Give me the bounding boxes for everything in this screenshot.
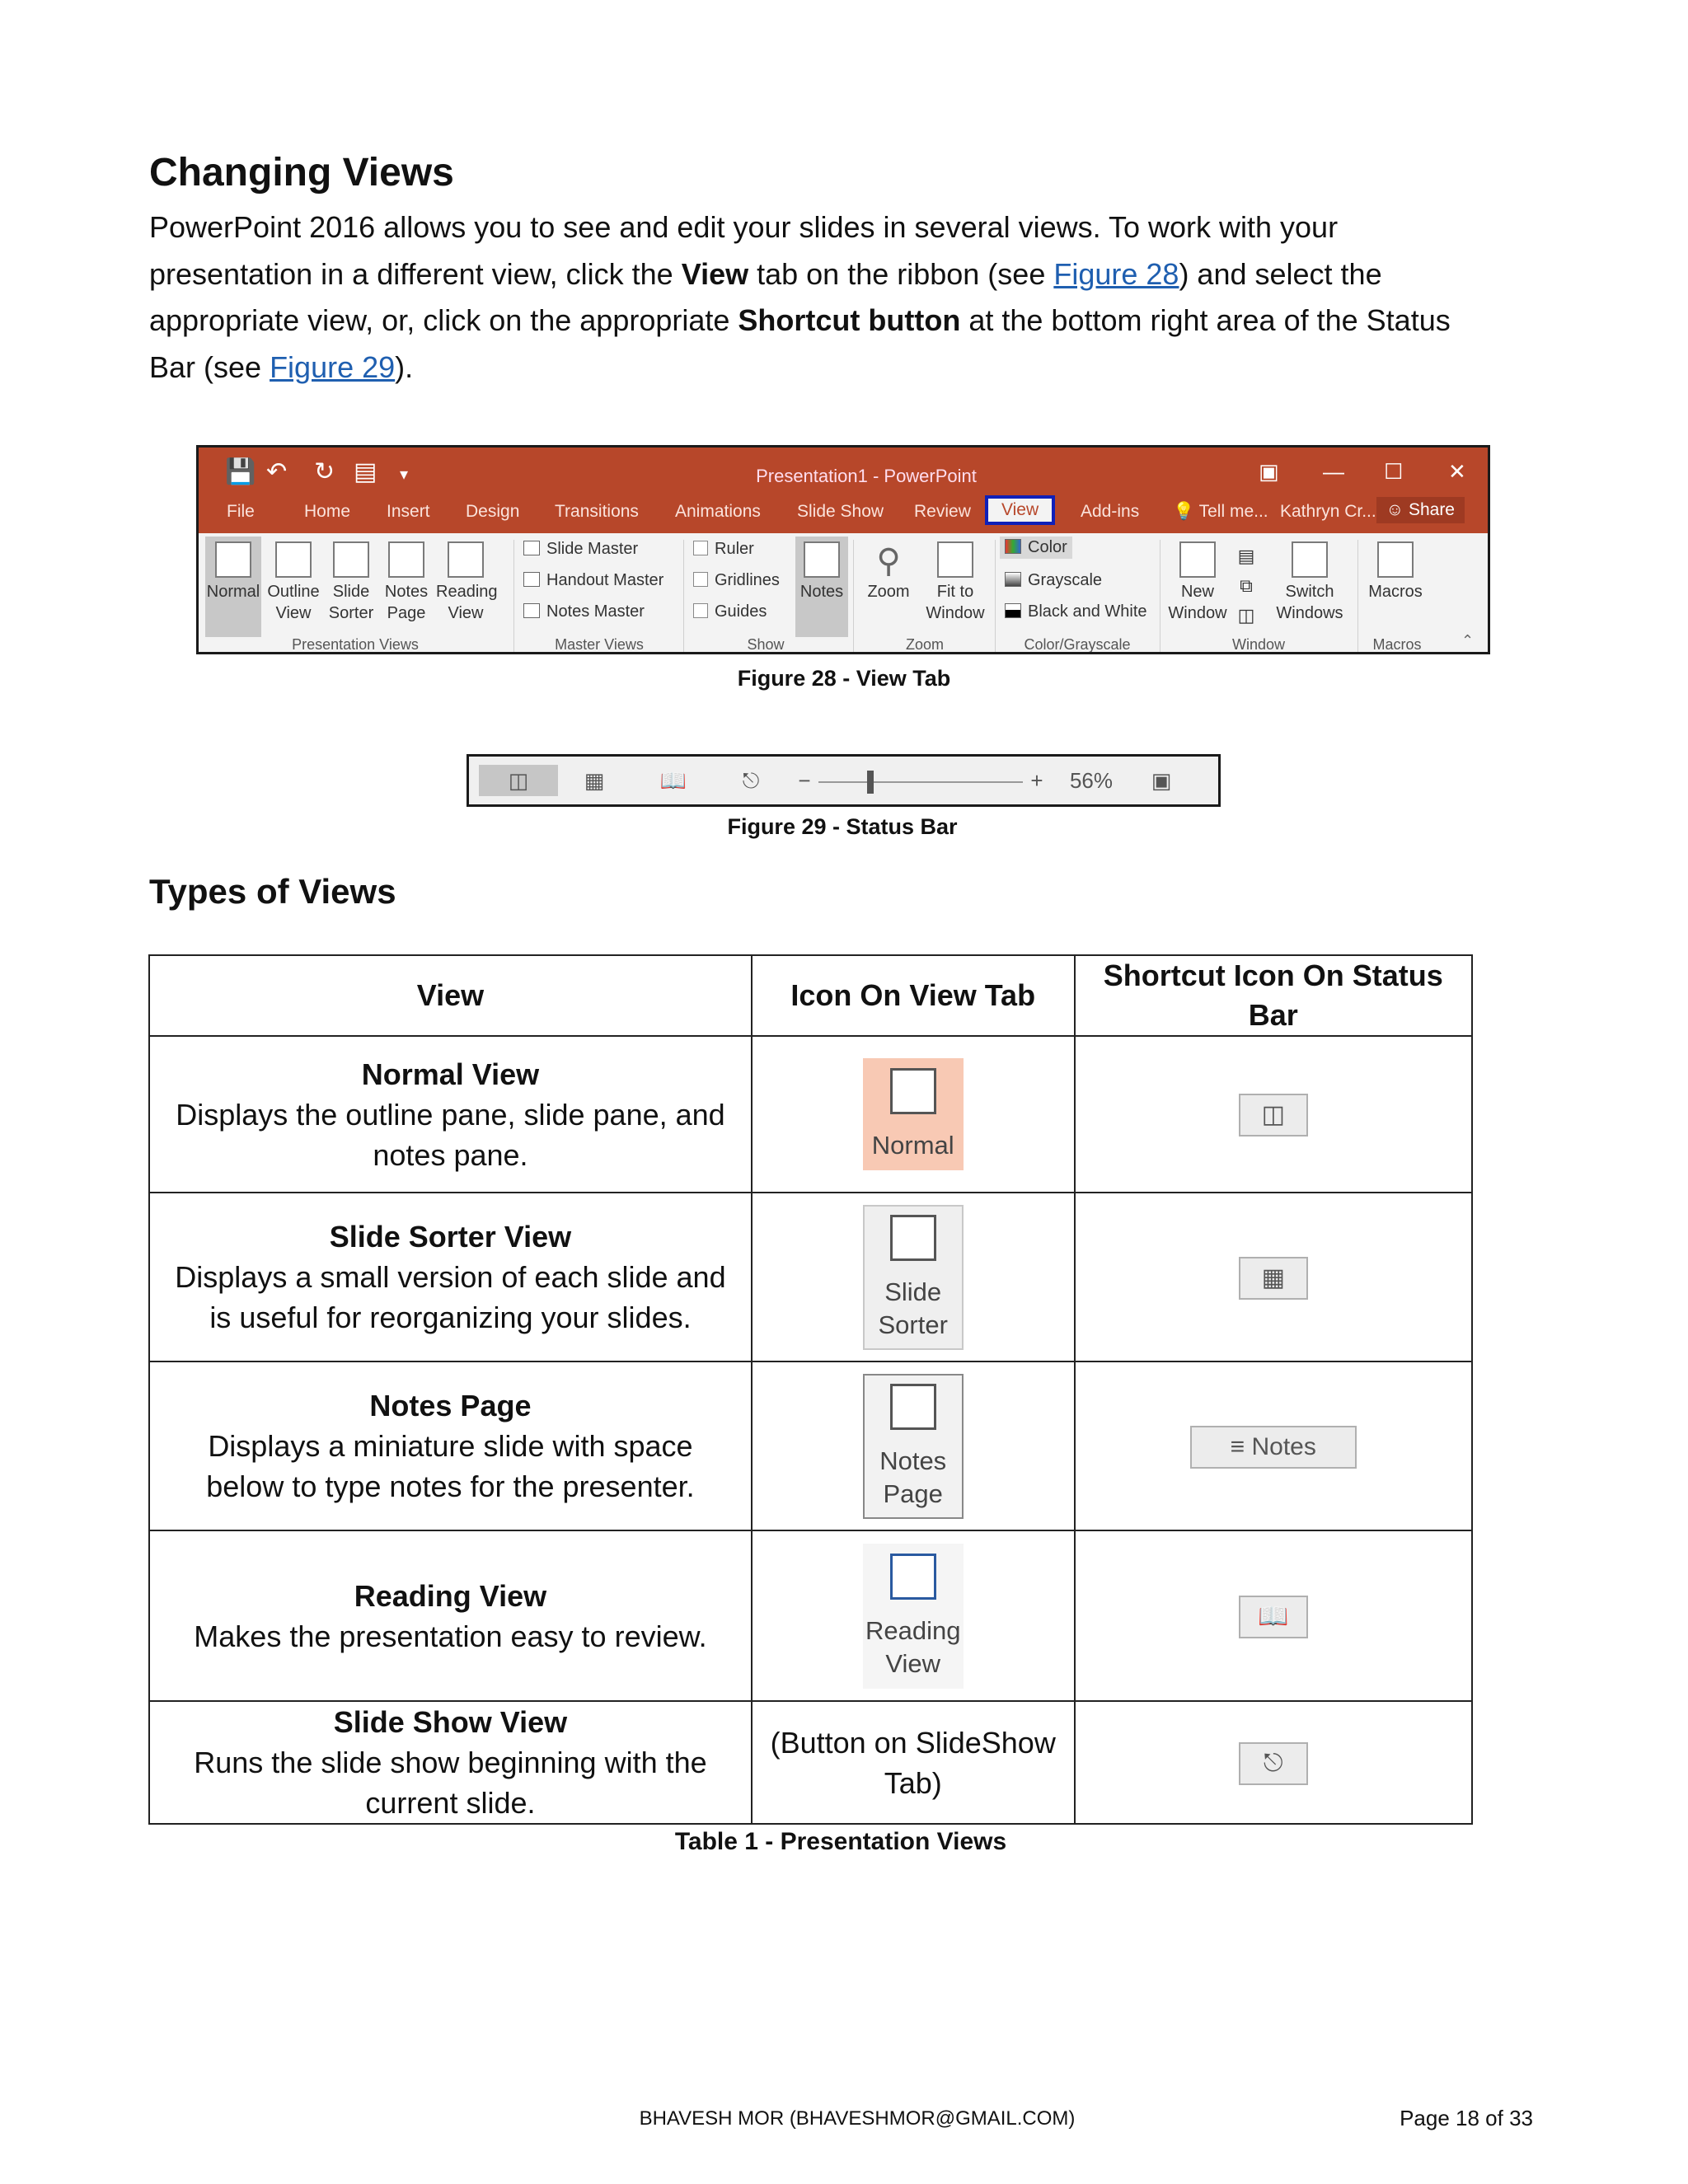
slide-sorter-shortcut-icon[interactable]: ▦: [584, 768, 605, 793]
ribbon-body: [199, 533, 1488, 654]
reading-view-icon: [890, 1554, 936, 1600]
view-description: Displays the outline pane, slide pane, and notes pane.: [176, 1097, 725, 1172]
new-window-icon: [1179, 541, 1216, 578]
tell-me-box[interactable]: 💡 Tell me...: [1173, 502, 1268, 521]
move-split-icon: ◫: [1237, 605, 1255, 626]
figure-29-caption: Figure 29 - Status Bar: [727, 814, 958, 839]
outline-view-label: Outline View: [267, 583, 320, 622]
tab-slide-show[interactable]: Slide Show: [797, 502, 884, 521]
guides-checkbox[interactable]: [693, 602, 767, 621]
shortcut-cell: [1075, 1701, 1473, 1824]
icon-label: Normal: [871, 1131, 954, 1160]
shortcut-cell: [1075, 1361, 1473, 1530]
text: PowerPoint 2016 allows you to see and edit your slides in several views. To work with your presentation in a different view, click the: [149, 210, 1339, 291]
divider: [1357, 540, 1358, 652]
close-icon[interactable]: ✕: [1448, 459, 1466, 484]
reading-view-tab-icon[interactable]: [863, 1544, 964, 1689]
view-name: Notes Page: [369, 1389, 532, 1422]
text: at the bottom right area of the Status Bar (see: [149, 303, 1451, 384]
switch-windows-icon: [1292, 541, 1328, 578]
table-row: [149, 1036, 1472, 1193]
notes-page-icon: [890, 1384, 936, 1430]
black-and-white-icon: [1005, 603, 1021, 618]
ribbon-display-icon[interactable]: ▣: [1259, 459, 1279, 484]
slide-show-shortcut-button[interactable]: ⎋: [1239, 1742, 1308, 1785]
table-row: [149, 1193, 1472, 1361]
macros-icon: [1377, 541, 1414, 578]
collapse-ribbon-icon[interactable]: ⌃: [1461, 632, 1475, 649]
table-row: [149, 1361, 1472, 1530]
group-label-presentation-views: Presentation Views: [292, 636, 419, 653]
reading-view-shortcut-button[interactable]: 📖: [1239, 1596, 1308, 1638]
shortcut-cell: [1075, 1193, 1473, 1361]
tab-transitions[interactable]: Transitions: [555, 502, 639, 521]
tab-review[interactable]: Review: [914, 502, 971, 521]
view-cell: [149, 1530, 752, 1701]
view-name: Slide Show View: [333, 1705, 568, 1739]
checkbox: [693, 541, 708, 555]
view-description: Displays a miniature slide with space below to type notes for the presenter.: [206, 1429, 695, 1503]
tab-design[interactable]: Design: [466, 502, 520, 521]
column-header-icon-on-view-tab: Icon On View Tab: [752, 955, 1075, 1036]
reading-view-icon: [448, 541, 484, 578]
switch-windows-button[interactable]: [1267, 541, 1353, 624]
reading-view-button[interactable]: [436, 541, 498, 624]
normal-view-icon: [890, 1068, 936, 1114]
slide-master-label: Slide Master: [546, 540, 639, 558]
view-cell: [149, 1701, 752, 1824]
slide-sorter-icon: [890, 1215, 936, 1261]
column-header-view: View: [149, 955, 752, 1036]
types-of-views-heading: Types of Views: [149, 872, 396, 911]
slide-sorter-icon: [333, 541, 369, 578]
normal-view-icon: [215, 541, 251, 578]
footer-page-number: Page 18 of 33: [1400, 2106, 1533, 2130]
icon-label: Sorter: [878, 1310, 948, 1339]
new-window-button[interactable]: [1165, 541, 1231, 624]
handout-master-label: Handout Master: [546, 571, 664, 589]
icon-label: Page: [883, 1479, 943, 1508]
zoom-slider-thumb[interactable]: [867, 771, 874, 794]
intro-paragraph: [149, 204, 1501, 391]
view-description: Runs the slide show beginning with the current slide.: [194, 1746, 707, 1820]
normal-view-tab-icon[interactable]: [863, 1058, 964, 1170]
view-cell: [149, 1361, 752, 1530]
color-label: Color: [1028, 538, 1067, 556]
tab-insert[interactable]: Insert: [387, 502, 430, 521]
tab-file[interactable]: File: [227, 502, 255, 521]
group-label-zoom: Zoom: [905, 636, 944, 653]
slide-show-icon-note: (Button on SlideShow Tab): [770, 1725, 1056, 1800]
normal-view-shortcut-icon[interactable]: ◫: [479, 765, 558, 796]
slide-sorter-shortcut-button[interactable]: ▦: [1239, 1257, 1308, 1300]
status-bar-screenshot: [467, 754, 1221, 807]
column-header-shortcut-icon: Shortcut Icon On Status Bar: [1075, 955, 1473, 1036]
page-title: Changing Views: [149, 151, 454, 194]
slide-master-icon: [523, 541, 540, 555]
reading-view-shortcut-icon[interactable]: 📖: [659, 768, 687, 793]
icon-label: View: [885, 1648, 941, 1678]
new-window-label: New Window: [1168, 583, 1227, 622]
group-label-master-views: Master Views: [555, 636, 644, 653]
grayscale-label: Grayscale: [1028, 571, 1103, 589]
footer-author: BHAVESH MOR (BHAVESHMOR@GMAIL.COM): [639, 2107, 1076, 2130]
bold-text: View: [681, 256, 749, 291]
view-description: Makes the presentation easy to review.: [194, 1619, 707, 1653]
slide-show-shortcut-icon[interactable]: ⎋: [742, 768, 760, 793]
view-name: Slide Sorter View: [329, 1220, 572, 1254]
title-bar: [199, 448, 1488, 533]
divider: [853, 540, 854, 652]
icon-cell: [752, 1193, 1075, 1361]
icon-cell: [752, 1036, 1075, 1193]
text: ).: [395, 349, 414, 384]
checkbox: [693, 603, 708, 618]
grayscale-icon: [1005, 572, 1021, 587]
view-cell: [149, 1036, 752, 1193]
share-button[interactable]: ☺ Share: [1376, 497, 1465, 523]
ribbon-screenshot: [196, 445, 1490, 654]
icon-label: Notes: [879, 1446, 947, 1475]
figure29-link[interactable]: Figure 29: [270, 349, 396, 384]
grayscale-button[interactable]: [1005, 571, 1102, 590]
notes-button[interactable]: [795, 537, 848, 637]
table-caption: Table 1 - Presentation Views: [674, 1828, 1007, 1855]
save-icon[interactable]: 💾: [225, 458, 256, 485]
normal-view-shortcut-button[interactable]: ◫: [1239, 1094, 1308, 1137]
slide-sorter-button[interactable]: [326, 541, 377, 624]
normal-view-label: Normal: [206, 583, 260, 601]
zoom-out-icon[interactable]: −: [798, 768, 811, 793]
text: ) and select the appropriate view, or, click on the appropriate: [149, 256, 1382, 337]
view-name: Normal View: [361, 1057, 540, 1091]
views-table: [148, 954, 1473, 1825]
fit-to-window-icon: [937, 541, 973, 578]
start-presentation-icon[interactable]: ▤: [354, 458, 377, 485]
icon-cell: [752, 1701, 1075, 1824]
figure-28-caption: Figure 28 - View Tab: [737, 666, 951, 691]
outline-view-icon: [275, 541, 312, 578]
arrange-all-icon: ▤: [1237, 546, 1255, 566]
icon-cell: [752, 1361, 1075, 1530]
text: tab on the ribbon (see: [748, 256, 1054, 291]
bold-text: Shortcut button: [738, 303, 961, 337]
arrange-windows-icons[interactable]: [1234, 541, 1259, 630]
handout-master-button[interactable]: [523, 571, 663, 590]
divider: [513, 540, 514, 652]
normal-view-button[interactable]: [205, 537, 261, 637]
checkbox: [693, 572, 708, 587]
view-cell: [149, 1193, 752, 1361]
macros-button[interactable]: [1364, 541, 1427, 602]
gridlines-label: Gridlines: [715, 571, 780, 589]
magnifier-icon: ⚲: [876, 543, 901, 579]
notes-master-label: Notes Master: [546, 602, 645, 621]
notes-label: Notes: [799, 583, 844, 601]
share-label: Share: [1408, 500, 1455, 519]
fit-to-window-button[interactable]: [921, 541, 990, 624]
icon-label: Slide: [884, 1277, 942, 1306]
icon-label: Reading: [865, 1615, 961, 1645]
fit-slide-icon[interactable]: ▣: [1151, 768, 1172, 793]
guides-label: Guides: [715, 602, 767, 621]
color-button[interactable]: [1000, 537, 1072, 559]
notes-master-icon: [523, 603, 540, 618]
notes-icon: ≡: [1230, 1432, 1245, 1460]
icon-cell: [752, 1530, 1075, 1701]
notes-shortcut-label: Notes: [1251, 1432, 1316, 1460]
group-label-color-grayscale: Color/Grayscale: [1024, 636, 1131, 653]
cascade-icon: ⧉: [1240, 575, 1253, 596]
black-and-white-button[interactable]: [1005, 602, 1147, 621]
tab-animations[interactable]: Animations: [675, 502, 761, 521]
view-name: Reading View: [354, 1578, 547, 1613]
shortcut-cell: [1075, 1530, 1473, 1701]
zoom-level[interactable]: 56%: [1069, 768, 1114, 793]
shortcut-cell: [1075, 1036, 1473, 1193]
group-label-window: Window: [1231, 636, 1286, 653]
switch-windows-label: Switch Windows: [1276, 583, 1343, 622]
black-and-white-label: Black and White: [1028, 602, 1147, 621]
customize-qat-icon[interactable]: ▾: [400, 466, 409, 484]
divider: [995, 540, 996, 652]
minimize-icon[interactable]: —: [1323, 459, 1344, 484]
maximize-icon[interactable]: ☐: [1384, 459, 1404, 484]
slide-sorter-tab-icon[interactable]: [863, 1205, 964, 1350]
color-icon: [1005, 539, 1021, 554]
table-header-row: [149, 955, 1472, 1036]
group-label-show: Show: [747, 636, 785, 653]
ruler-label: Ruler: [715, 540, 754, 558]
tab-view[interactable]: View: [985, 495, 1055, 525]
notes-page-tab-icon[interactable]: [863, 1374, 964, 1519]
slide-master-button[interactable]: [523, 540, 638, 559]
handout-master-icon: [523, 572, 540, 587]
undo-icon[interactable]: ↶: [266, 458, 288, 485]
window-title: Presentation1 - PowerPoint: [756, 466, 977, 486]
zoom-label: Zoom: [867, 583, 910, 601]
view-description: Displays a small version of each slide and is useful for reorganizing your slides.: [175, 1260, 726, 1334]
fit-to-window-label: Fit to Window: [926, 583, 985, 622]
notes-page-icon: [388, 541, 424, 578]
account-name[interactable]: Kathryn Cr...: [1280, 502, 1376, 521]
notes-master-button[interactable]: [523, 602, 645, 621]
gridlines-checkbox[interactable]: [693, 571, 780, 590]
divider: [683, 540, 684, 652]
group-label-macros: Macros: [1372, 636, 1422, 653]
redo-icon[interactable]: ↻: [314, 458, 335, 485]
table-row: [149, 1701, 1472, 1824]
tell-me-label: Tell me...: [1198, 502, 1268, 521]
reading-view-label: Reading View: [436, 583, 498, 622]
notes-page-label: Notes Page: [384, 583, 429, 622]
zoom-slider-track[interactable]: [818, 781, 1023, 783]
tab-add-ins[interactable]: Add-ins: [1081, 502, 1140, 521]
notes-page-button[interactable]: [382, 541, 431, 624]
macros-label: Macros: [1368, 583, 1423, 601]
outline-view-button[interactable]: [265, 541, 322, 624]
notes-icon: [804, 541, 840, 578]
ruler-checkbox[interactable]: [693, 540, 754, 559]
table-row: [149, 1530, 1472, 1701]
notes-shortcut-button[interactable]: [1190, 1426, 1357, 1469]
figure28-link[interactable]: Figure 28: [1053, 256, 1179, 291]
zoom-button[interactable]: [860, 541, 917, 602]
tab-home[interactable]: Home: [304, 502, 351, 521]
slide-sorter-label: Slide Sorter: [328, 583, 374, 622]
zoom-in-icon[interactable]: +: [1030, 768, 1043, 793]
